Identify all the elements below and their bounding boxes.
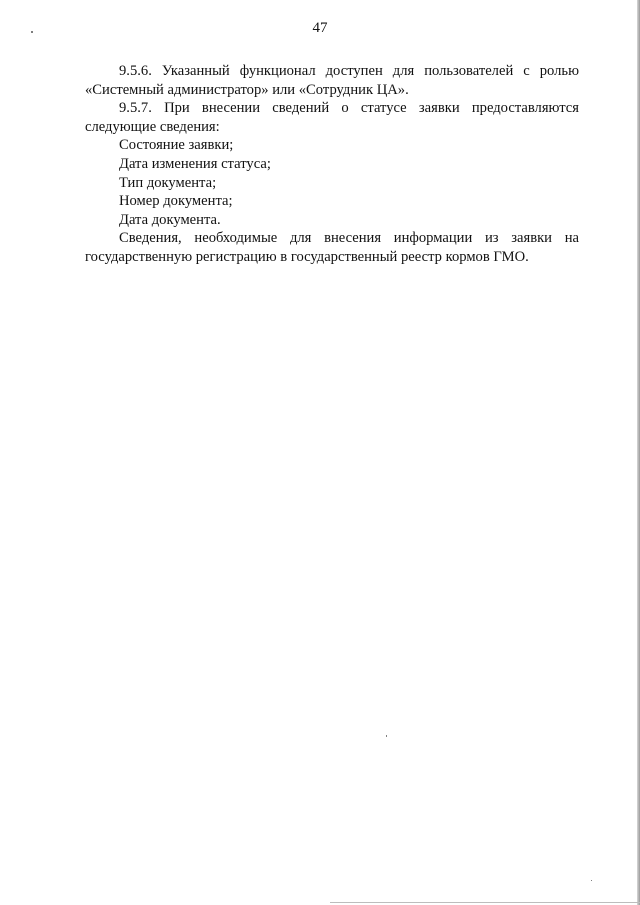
scan-speck bbox=[591, 880, 592, 881]
scan-bottom-edge bbox=[330, 902, 640, 903]
scan-speck bbox=[386, 735, 387, 737]
page-number: 47 bbox=[312, 20, 328, 36]
list-item: Дата документа. bbox=[119, 211, 221, 228]
body-text bbox=[85, 62, 579, 267]
list-item: Дата изменения статуса; bbox=[119, 155, 271, 172]
list-item: Номер документа; bbox=[119, 193, 233, 210]
scan-speck bbox=[31, 31, 33, 33]
list-item: Тип документа; bbox=[119, 174, 217, 191]
list-item: Состояние заявки; bbox=[119, 137, 234, 154]
paragraph-9-5-7: 9.5.7. При внесении сведений о статусе заявки предоставляются следующие сведения: bbox=[85, 100, 579, 135]
paragraph-9-5-6: 9.5.6. Указанный функционал доступен для пользователей с ролью «Системный администратор» или «Сотрудник ЦА». bbox=[85, 63, 579, 98]
paragraph-gmo-info: Сведения, необходимые для внесения информации из заявки на государственную регистрацию в государственный реестр кормов ГМО. bbox=[85, 230, 579, 265]
